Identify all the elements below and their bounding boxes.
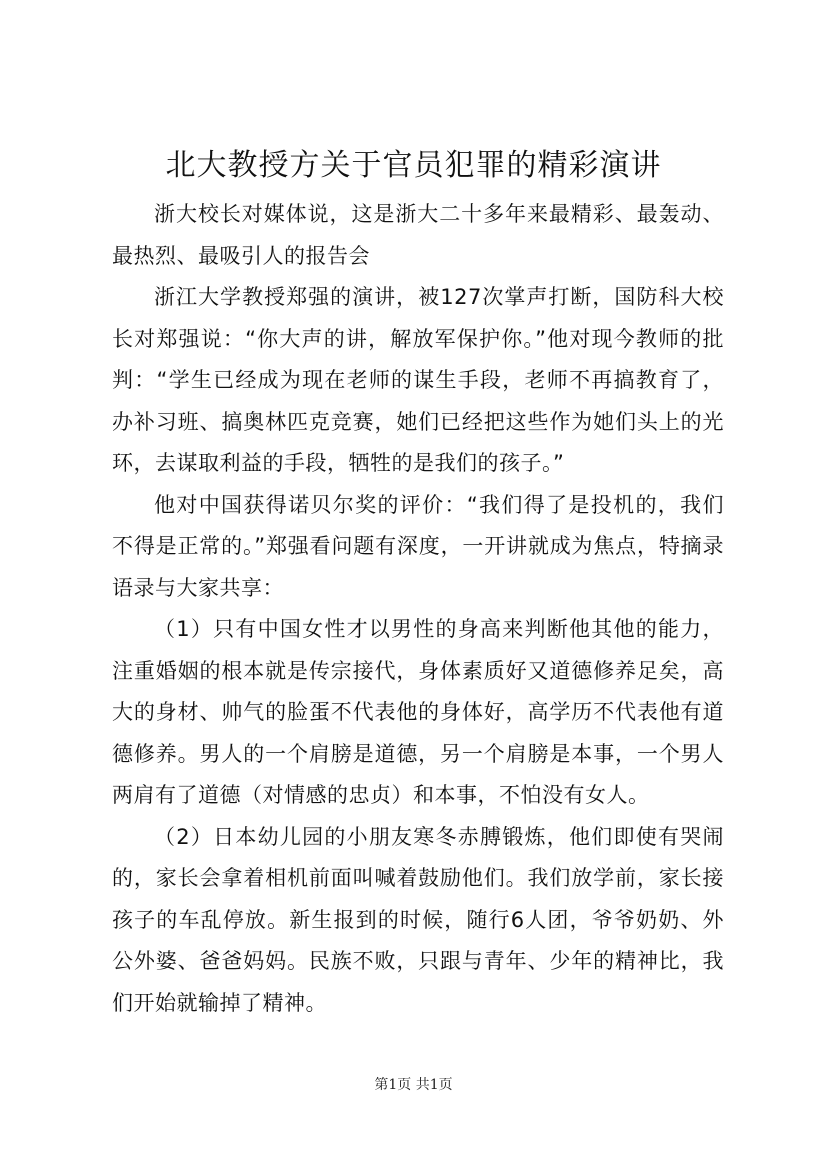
paragraph-intro: 浙大校长对媒体说，这是浙大二十多年来最精彩、最轰动、最热烈、最吸引人的报告会	[112, 202, 724, 268]
paragraph-item-2: （2）日本幼儿园的小朋友寒冬赤膊锻炼，他们即使有哭闹的，家长会拿着相机前面叫喊着鼓励他们。我们放学前，家长接孩子的车乱停放。新生报到的时候，随行6人团，爷爷奶奶、外公外婆、爸爸妈妈。民族不败，只跟与青年、少年的精神比，我们开始就输掉了精神。	[112, 824, 724, 1015]
document-title: 北大教授方关于官员犯罪的精彩演讲	[165, 148, 662, 183]
paragraph-item-1: （1）只有中国女性才以男性的身高来判断他其他的能力，注重婚姻的根本就是传宗接代，身体素质好又道德修养足矣，高大的身材、帅气的脸蛋不代表他的身体好，高学历不代表他有道德修养。男人的一个肩膀是道德，另一个肩膀是本事，一个男人两肩有了道德（对情感的忠贞）和本事，不怕没有女人。	[112, 617, 724, 807]
document-body	[112, 194, 724, 1024]
paragraph-speech: 浙江大学教授郑强的演讲，被127次掌声打断，国防科大校长对郑强说：“你大声的讲，解放军保护你。”他对现今教师的批判：“学生已经成为现在老师的谋生手段，老师不再搞教育了，办补习班、搞奥林匹克竞赛，她们已经把这些作为她们头上的光环，去谋取利益的手段，牺牲的是我们的孩子。”	[112, 285, 724, 475]
page-footer: 第1页 共1页	[374, 1077, 453, 1093]
paragraph-nobel: 他对中国获得诺贝尔奖的评价：“我们得了是投机的，我们不得是正常的。”郑强看问题有深度，一开讲就成为焦点，特摘录语录与大家共享：	[112, 492, 724, 600]
